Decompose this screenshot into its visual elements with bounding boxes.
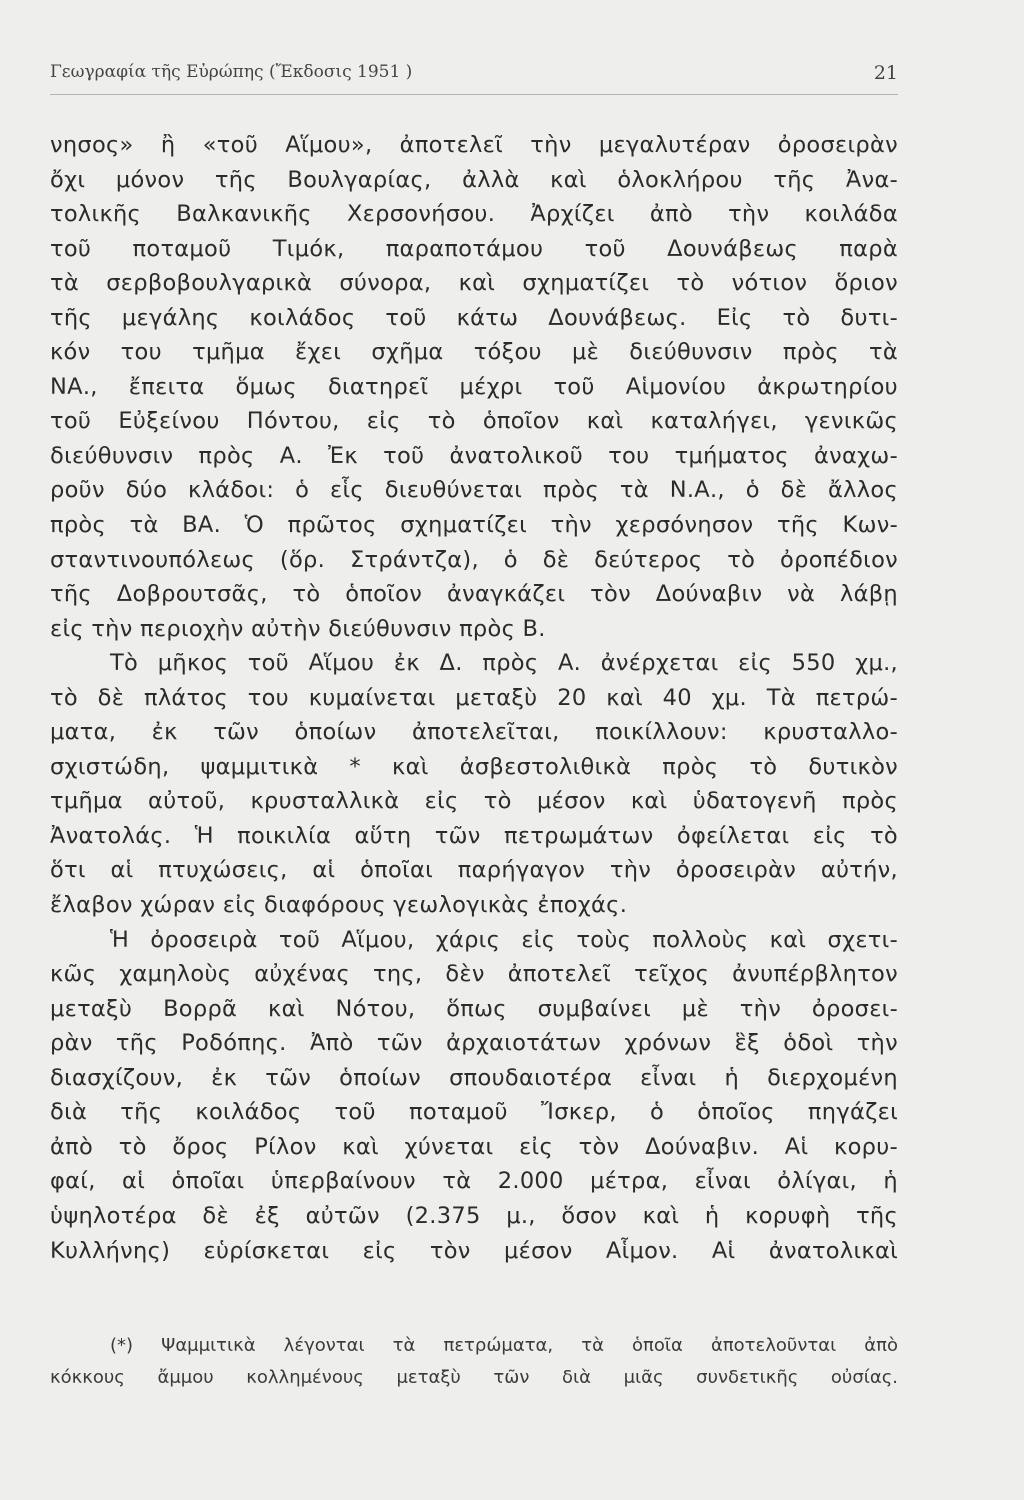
text-line: εἰς τὴν περιοχὴν αὐτὴν διεύθυνσιν πρὸς Β.: [50, 615, 546, 642]
text-line: ματα, ἐκ τῶν ὁποίων ἀποτελεῖται, ποικίλλουν: κρυσταλλο-: [50, 719, 898, 746]
text-line: Ἀνατολάς. Ἡ ποικιλία αὕτη τῶν πετρωμάτων ὀφείλεται εἰς τὸ: [50, 822, 898, 849]
text-line: μεταξὺ Βορρᾶ καὶ Νότου, ὅπως συμβαίνει μὲ τὴν ὀροσει-: [50, 995, 898, 1022]
text-line: τμῆμα αὐτοῦ, κρυσταλλικὰ εἰς τὸ μέσον καὶ ὑδατογενῆ πρὸς: [50, 788, 898, 815]
text-line: ὅτι αἱ πτυχώσεις, αἱ ὁποῖαι παρήγαγον τὴν ὀροσειρὰν αὐτήν,: [50, 857, 898, 884]
text-line: ροῦν δύο κλάδοι: ὁ εἷς διευθύνεται πρὸς τὰ Ν.Α., ὁ δὲ ἄλλος: [50, 477, 898, 504]
running-title: Γεωγραφία τῆς Εὐρώπης (Ἔκδοσις 1951 ): [50, 62, 413, 82]
text-line: σχιστώδη, ψαμμιτικὰ * καὶ ἀσβεστολιθικὰ πρὸς τὸ δυτικὸν: [50, 753, 898, 780]
text-line: σταντινουπόλεως (ὅρ. Στράντζα), ὁ δὲ δεύτερος τὸ ὀροπέδιον: [50, 546, 898, 573]
text-line: φαί, αἱ ὁποῖαι ὑπερβαίνουν τὰ 2.000 μέτρα, εἶναι ὀλίγαι, ἡ: [50, 1168, 898, 1195]
text-line: διασχίζουν, ἐκ τῶν ὁποίων σπουδαιοτέρα εἶναι ἡ διερχομένη: [50, 1064, 898, 1091]
text-line: ρὰν τῆς Ροδόπης. Ἀπὸ τῶν ἀρχαιοτάτων χρόνων ἓξ ὁδοὶ τὴν: [50, 1030, 898, 1057]
page-number: 21: [873, 62, 898, 84]
text-line: τῆς μεγάλης κοιλάδος τοῦ κάτω Δουνάβεως. Εἰς τὸ δυτι-: [50, 304, 898, 331]
footnote-line: (*) Ψαμμιτικὰ λέγονται τὰ πετρώματα, τὰ ὁποῖα ἀποτελοῦνται ἀπὸ: [110, 1335, 898, 1356]
text-line: Κυλλήνης) εὑρίσκεται εἰς τὸν μέσον Αἷμον. Αἱ ἀνατολικαὶ: [50, 1237, 898, 1264]
header-rule: [50, 94, 898, 95]
running-header: [50, 62, 898, 92]
text-line: κόν του τμῆμα ἔχει σχῆμα τόξου μὲ διεύθυνσιν πρὸς τὰ: [50, 339, 898, 366]
text-line: ἔλαβον χώραν εἰς διαφόρους γεωλογικὰς ἐποχάς.: [50, 892, 628, 919]
text-line: διὰ τῆς κοιλάδος τοῦ ποταμοῦ Ἴσκερ, ὁ ὁποῖος πηγάζει: [50, 1099, 898, 1126]
text-line: τοῦ ποταμοῦ Τιμόκ, παραποτάμου τοῦ Δουνάβεως παρὰ: [50, 235, 898, 262]
text-line: Ἡ ὀροσειρὰ τοῦ Αἵμου, χάρις εἰς τοὺς πολλοὺς καὶ σχετι-: [110, 926, 898, 953]
text-line: τολικῆς Βαλκανικῆς Χερσονήσου. Ἀρχίζει ἀπὸ τὴν κοιλάδα: [50, 201, 898, 228]
text-line: Τὸ μῆκος τοῦ Αἵμου ἐκ Δ. πρὸς Α. ἀνέρχεται εἰς 550 χμ.,: [110, 650, 898, 677]
text-line: ΝΑ., ἔπειτα ὅμως διατηρεῖ μέχρι τοῦ Αἱμονίου ἀκρωτηρίου: [50, 373, 898, 400]
text-line: τὸ δὲ πλάτος του κυμαίνεται μεταξὺ 20 καὶ 40 χμ. Τὰ πετρώ-: [50, 684, 898, 711]
footnote: [50, 1330, 898, 1394]
text-line: τοῦ Εὐξείνου Πόντου, εἰς τὸ ὁποῖον καὶ καταλήγει, γενικῶς: [50, 408, 898, 435]
text-line: ὑψηλοτέρα δὲ ἐξ αὐτῶν (2.375 μ., ὅσον καὶ ἡ κορυφὴ τῆς: [50, 1202, 898, 1229]
text-line: ὄχι μόνον τῆς Βουλγαρίας, ἀλλὰ καὶ ὁλοκλήρου τῆς Ἀνα-: [50, 166, 898, 193]
body-text: [50, 128, 898, 1268]
text-line: νησος» ἢ «τοῦ Αἵμου», ἀποτελεῖ τὴν μεγαλυτέραν ὀροσειρὰν: [50, 132, 898, 158]
footnote-line: κόκκους ἄμμου κολλημένους μεταξὺ τῶν διὰ μιᾶς συνδετικῆς οὐσίας.: [50, 1367, 898, 1388]
text-line: διεύθυνσιν πρὸς Α. Ἐκ τοῦ ἀνατολικοῦ του τμήματος ἀναχω-: [50, 442, 898, 469]
text-line: πρὸς τὰ ΒΑ. Ὁ πρῶτος σχηματίζει τὴν χερσόνησον τῆς Κων-: [50, 512, 898, 539]
text-line: τὰ σερβοβουλγαρικὰ σύνορα, καὶ σχηματίζει τὸ νότιον ὅριον: [50, 270, 898, 297]
text-line: τῆς Δοβρουτσᾶς, τὸ ὁποῖον ἀναγκάζει τὸν Δούναβιν νὰ λάβῃ: [50, 581, 898, 608]
text-line: κῶς χαμηλοὺς αὐχένας της, δὲν ἀποτελεῖ τεῖχος ἀνυπέρβλητον: [50, 961, 898, 988]
text-line: ἀπὸ τὸ ὄρος Ρίλον καὶ χύνεται εἰς τὸν Δούναβιν. Αἱ κορυ-: [50, 1133, 898, 1160]
